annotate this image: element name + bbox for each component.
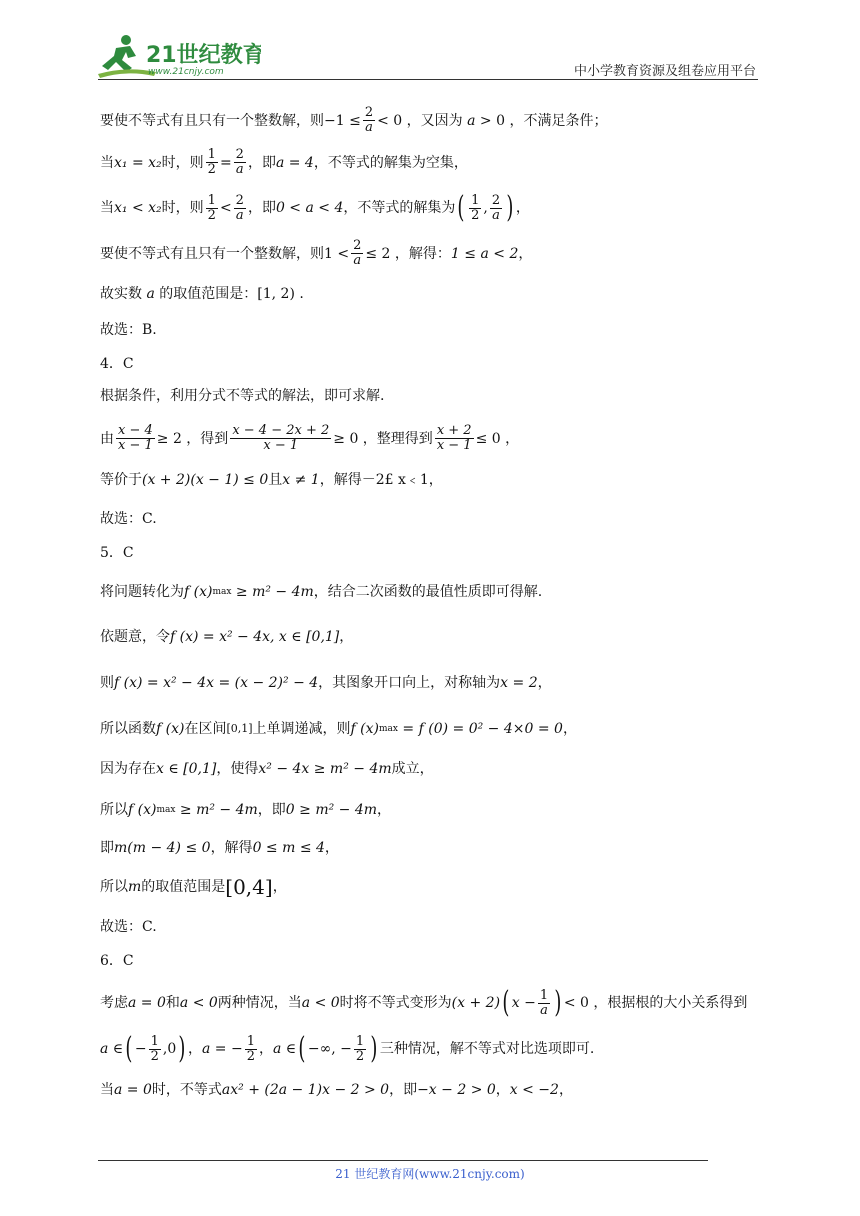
line-15: 则 f (x) = x² − 4x = (x − 2)² − 4 ，其图象开口向上，对称轴为 x = 2 ， — [100, 675, 552, 691]
question-4-header: 4．C — [100, 356, 134, 372]
line-23: 考虑 a = 0 和 a < 0 两种情况，当 a < 0 时将不等式变形为 (x + 2) ( x − $\frac{1}{a}$ ) < 0 ，根据根的大小关系得到 — [100, 985, 748, 1020]
line-1: 要使不等式有且只有一个整数解，则 −1 ≤ $\frac{2}{a}$ < 0 ，又因为 a > 0 ，不满足条件； — [100, 105, 608, 135]
line-2: 当 x₁ = x₂ 时，则 $\frac{1}{2}$ = $\frac{2}{a}$ ，即 a = 4 ，不等式的解集为空集， — [100, 147, 468, 177]
fraction-2-over-a: $\frac{2}{a}$ — [364, 105, 374, 135]
line-14: 依题意，令 f (x) = x² − 4x, x ∈ [0,1] ， — [100, 629, 354, 645]
header-platform-name: 中小学教育资源及组卷应用平台 — [573, 64, 756, 79]
line-5: 故实数 a 的取值范围是： [1, 2) . — [100, 286, 304, 302]
line-16: 所以函数 f (x) 在区间 [0,1] 上单调递减，则 f (x) max = f (0) = 0² − 4×0 = 0 ， — [100, 721, 577, 737]
line-19: 即 m(m − 4) ≤ 0 ，解得 0 ≤ m ≤ 4 ， — [100, 840, 339, 856]
line-21: 故选：C. — [100, 919, 157, 935]
line-17: 因为存在 x ∈ [0,1] ，使得 x² − 4x ≥ m² − 4m 成立， — [100, 761, 434, 777]
footer-link[interactable]: 21 世纪教育网(www.21cnjy.com) — [335, 1167, 525, 1181]
line-3: 当 x₁ < x₂ 时，则 $\frac{1}{2}$ < $\frac{2}{a}$ ，即 0 < a < 4 ，不等式的解集为 ( $\frac{1}{2}$ , $\frac{2}{a}$ ) ， — [100, 190, 530, 225]
question-6-header: 6．C — [100, 953, 134, 969]
header-divider — [98, 79, 758, 80]
logo-url: www.21cnjy.com — [148, 67, 224, 77]
site-logo — [96, 30, 261, 82]
question-5-header: 5．C — [100, 545, 134, 561]
logo-text: 21世纪教育 — [146, 43, 261, 68]
line-18: 所以 f (x) max ≥ m² − 4m ，即 0 ≥ m² − 4m ， — [100, 802, 392, 818]
line-6: 故选：B. — [100, 322, 157, 338]
line-24: a ∈ ( − $\frac{1}{2}$ ,0 ) ， a = − $\frac{1}{2}$ ， a ∈ ( −∞, − $\frac{1}{2}$ ) 三种情况，解不等式对比选项即可. — [100, 1031, 595, 1066]
line-20: 所以 m 的取值范围是 [0,4] ， — [100, 875, 287, 899]
line-11: 故选：C. — [100, 511, 157, 527]
footer-divider — [98, 1160, 708, 1161]
line-8: 根据条件，利用分式不等式的解法，即可求解. — [100, 388, 385, 404]
line-4: 要使不等式有且只有一个整数解，则 1 < $\frac{2}{a}$ ≤ 2 ，解得： 1 ≤ a < 2 ， — [100, 238, 533, 268]
line-9: 由 $\frac{x - 4}{x - 1}$ ≥ 2 ，得到 $\frac{x - 4 - 2x + 2}{x - 1}$ ≥ 0 ，整理得到 $\frac{x + 2}{x - 1}$ ≤ 0 ， — [100, 423, 520, 453]
line-25: 当 a = 0 时，不等式 ax² + (2a − 1)x − 2 > 0 ，即 −x − 2 > 0 ， x < −2 ， — [100, 1082, 573, 1098]
line-10: 等价于 (x + 2)(x − 1) ≤ 0 且 x ≠ 1 ，解得 －2£ x﹤1， — [100, 472, 443, 488]
line-13: 将问题转化为 f (x) max ≥ m² − 4m ，结合二次函数的最值性质即可得解. — [100, 584, 543, 600]
